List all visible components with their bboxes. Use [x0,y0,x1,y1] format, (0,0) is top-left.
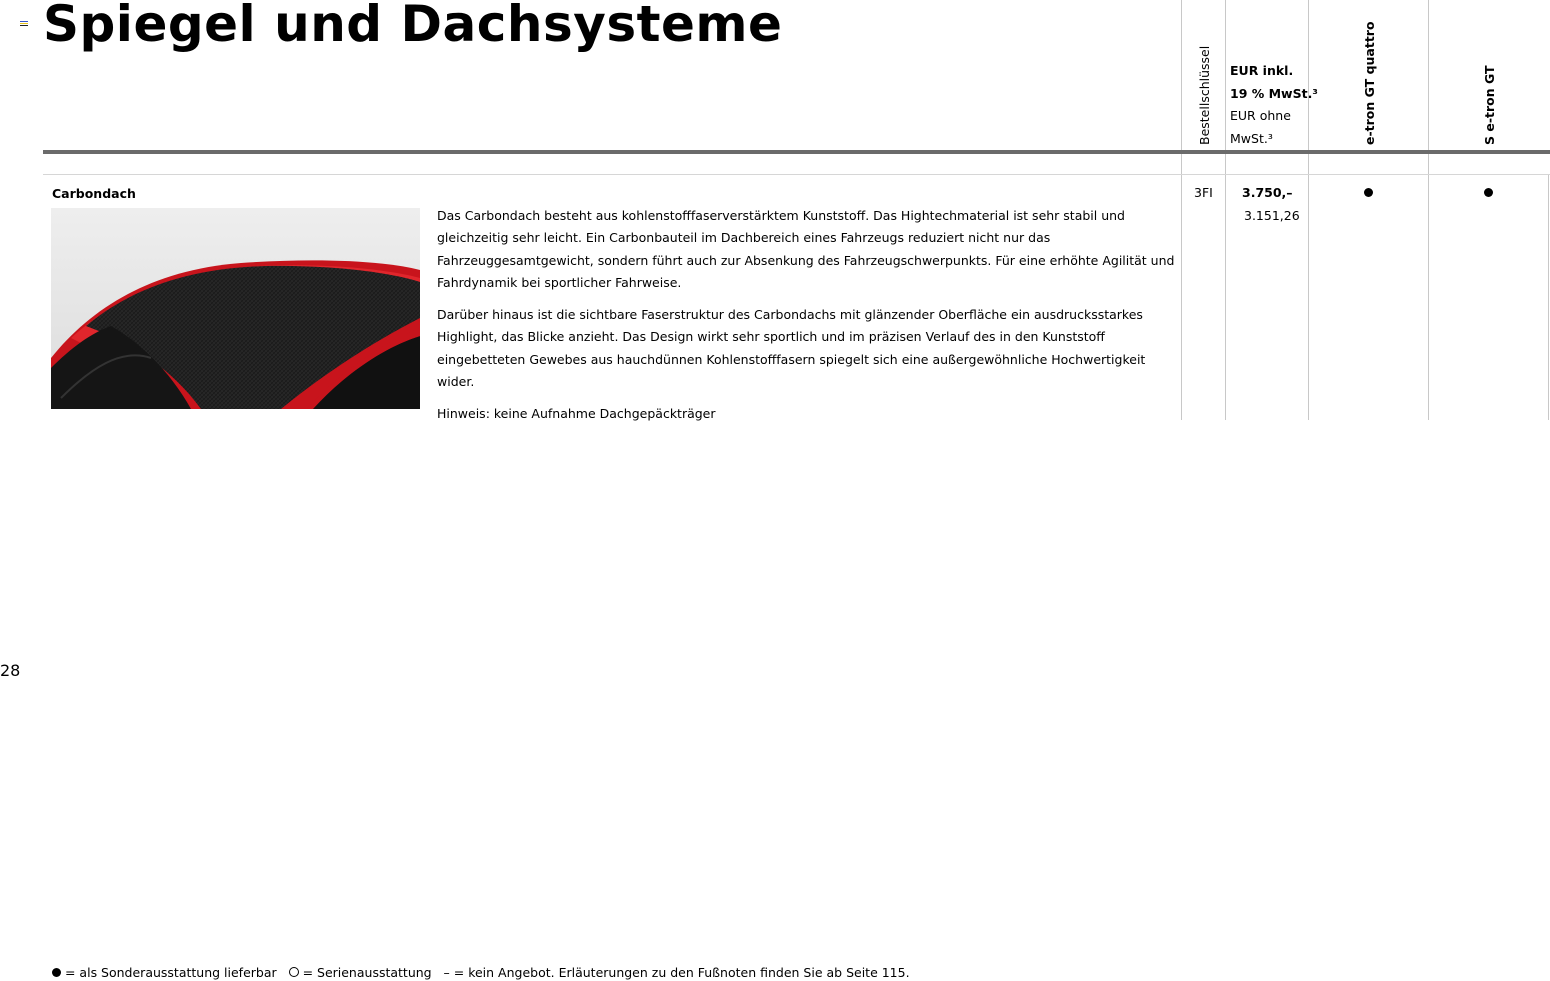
header-price-incl-line1: EUR inkl. [1230,63,1294,78]
column-divider [1548,175,1549,420]
column-divider [1225,0,1226,420]
header-model-1: e-tron GT quattro [1362,21,1377,145]
legend-standard: = Serienausstattung [302,965,432,980]
flag-marker-icon [20,21,28,26]
item-description [437,205,1177,436]
legend-none: – = kein Angebot. Erläuterungen zu den Fußnoten finden Sie ab Seite 115. [443,965,910,980]
optional-dot-icon [1484,188,1493,197]
page-title: Spiegel und Dachsysteme [43,0,783,53]
filled-dot-icon [52,968,61,977]
header-model-2: S e-tron GT [1482,65,1497,145]
description-note: Hinweis: keine Aufnahme Dachgepäckträger [437,406,716,422]
column-divider [1181,0,1182,420]
column-divider [1428,0,1429,420]
header-rule [43,150,1550,154]
description-paragraph-1: Das Carbondach besteht aus kohlenstofffaserverstärktem Kunststoff. Das Hightechmaterial ist sehr stabil und gleichzeitig sehr leicht. Ein Carbonbauteil im Dachbereich eines Fahrzeugs reduziert nicht nur das Fahrzeuggesamtgewicht, sondern führt auch zur Absenkung des Fahrzeugschwerpunkts. Für eine erhöhte Agilität und Fahrdynamik bei sportlicher Fahrweise. [437,208,1175,290]
page-number: 28 [0,661,21,680]
optional-dot-icon [1364,188,1373,197]
row-rule [43,174,1550,175]
header-price [1230,60,1318,150]
header-price-excl-line2: MwSt.³ [1230,130,1273,146]
legend-optional: = als Sonderausstattung lieferbar [64,965,277,980]
carbon-roof-image [51,208,420,409]
item-title: Carbondach [52,186,136,201]
description-paragraph-2: Darüber hinaus ist die sichtbare Faserstruktur des Carbondachs mit glänzender Oberfläche ein ausdrucksstarkes Highlight, das Blicke anzieht. Das Design wirkt sehr sportlich und im präzisen Verlauf des in den Kunststoff eingebetteten Gewebes aus hauchdünnen Kohlenstofffasern spiegelt sich eine außergewöhnliche Hochwertigkeit wider. [437,307,1146,390]
empty-circle-icon [289,967,299,977]
item-order-code: 3FI [1194,185,1213,200]
item-price-excl-vat: 3.151,26 [1244,208,1300,223]
footer-legend [52,965,910,980]
header-price-incl-line2: 19 % MwSt.³ [1230,85,1318,101]
header-price-excl-line1: EUR ohne [1230,108,1291,123]
item-price-incl-vat: 3.750,– [1242,185,1293,200]
car-roof-illustration [51,208,420,409]
header-order-code: Bestellschlüssel [1197,45,1212,145]
